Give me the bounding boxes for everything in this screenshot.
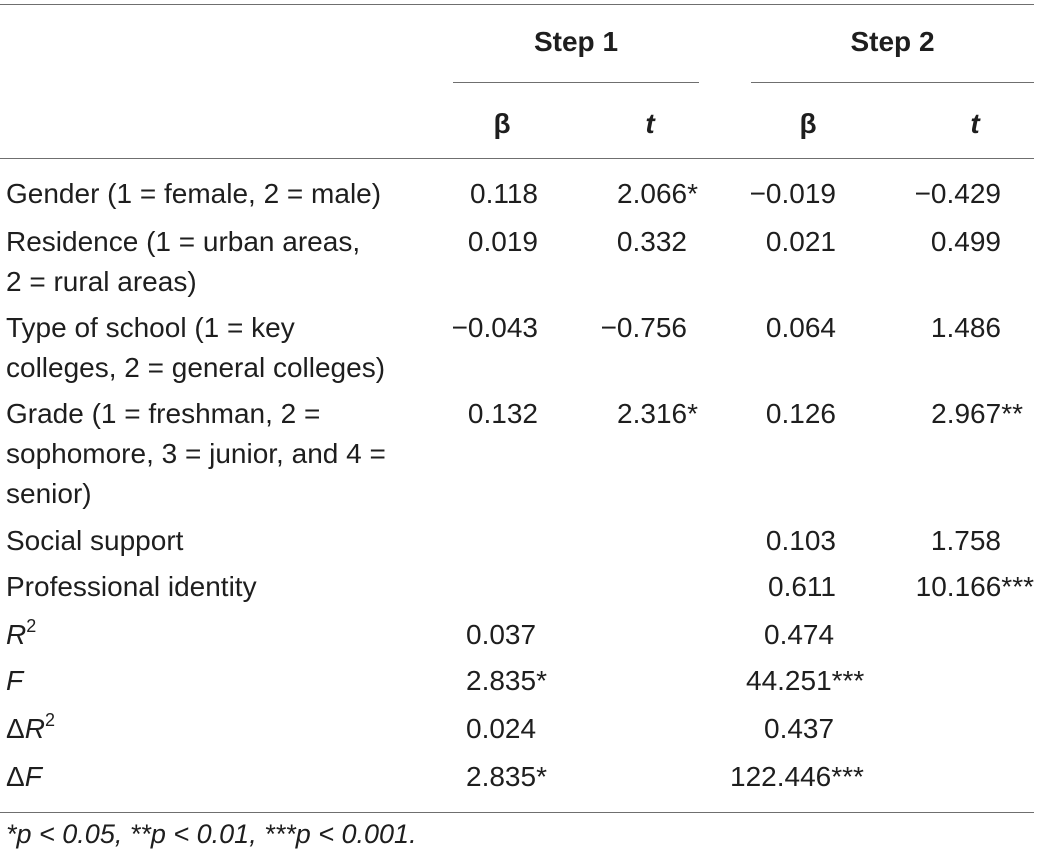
residence-step1-t: 0.332 <box>616 226 687 257</box>
row-label-grade: Grade (1 = freshman, 2 = sophomore, 3 = junior, and 4 = senior) <box>6 398 386 509</box>
school-step2-t: 1.486 <box>930 312 1001 343</box>
step1-beta-header: β <box>493 108 511 139</box>
school-step1-t: −0.756 <box>600 312 687 343</box>
row-label-f: F <box>6 665 24 696</box>
social-step2-t: 1.758 <box>930 525 1001 556</box>
delta-f-delta-symbol: Δ <box>6 761 25 792</box>
social-step2-beta: 0.103 <box>765 525 836 556</box>
step2-header: Step 2 <box>850 26 935 57</box>
step1-header: Step 1 <box>533 26 619 57</box>
grade-step1-t: 2.316* <box>617 398 698 429</box>
r-symbol: R <box>6 619 27 650</box>
school-step2-beta: 0.064 <box>765 312 836 343</box>
school-step1-beta: −0.043 <box>451 312 538 343</box>
residence-step1-beta: 0.019 <box>467 226 538 257</box>
step2-t-header: t <box>970 108 980 139</box>
top-rule <box>0 4 1034 5</box>
significance-footnote: *p < 0.05, **p < 0.01, ***p < 0.001. <box>6 819 417 849</box>
delta-f-step2: 122.446*** <box>730 761 864 792</box>
row-label-delta-f <box>6 757 436 797</box>
step2-underline <box>751 82 1034 83</box>
f-step1: 2.835* <box>466 665 547 696</box>
r-squared-step1: 0.037 <box>466 619 537 650</box>
delta-r-squared-step2: 0.437 <box>764 713 835 744</box>
residence-step2-t: 0.499 <box>930 226 1001 257</box>
grade-step2-t: 2.967** <box>931 398 1023 429</box>
r-squared-step2: 0.474 <box>764 619 835 650</box>
grade-step2-beta: 0.126 <box>765 398 836 429</box>
delta-f-symbol: F <box>24 761 42 792</box>
gender-step2-t: −0.429 <box>914 178 1001 209</box>
gender-step2-beta: −0.019 <box>749 178 836 209</box>
delta-r-symbol: R <box>24 713 45 744</box>
row-label-residence: Residence (1 = urban areas, 2 = rural areas) <box>6 226 361 297</box>
row-label-social-support: Social support <box>6 525 184 556</box>
delta-symbol: Δ <box>6 713 25 744</box>
step2-beta-header: β <box>799 108 817 139</box>
row-label-r-squared <box>6 615 436 655</box>
delta-f-step1: 2.835* <box>466 761 547 792</box>
row-label-professional-identity: Professional identity <box>6 571 257 602</box>
grade-step1-beta: 0.132 <box>467 398 538 429</box>
professional-step2-t: 10.166*** <box>915 571 1034 602</box>
residence-step2-beta: 0.021 <box>765 226 836 257</box>
row-label-school-type: Type of school (1 = key colleges, 2 = general colleges) <box>6 312 386 383</box>
row-label-delta-r-squared <box>6 709 436 749</box>
r-squared-exponent: 2 <box>26 615 37 636</box>
gender-step1-t: 2.066* <box>617 178 698 209</box>
delta-r-squared-exponent: 2 <box>44 709 55 730</box>
bottom-rule <box>0 812 1034 813</box>
gender-step1-beta: 0.118 <box>470 178 538 209</box>
step1-underline <box>453 82 699 83</box>
step1-t-header: t <box>645 108 655 139</box>
f-step2: 44.251*** <box>746 665 865 696</box>
delta-r-squared-step1: 0.024 <box>466 713 537 744</box>
header-rule <box>0 158 1034 159</box>
row-label-gender: Gender (1 = female, 2 = male) <box>6 178 382 209</box>
professional-step2-beta: 0.611 <box>768 571 836 602</box>
